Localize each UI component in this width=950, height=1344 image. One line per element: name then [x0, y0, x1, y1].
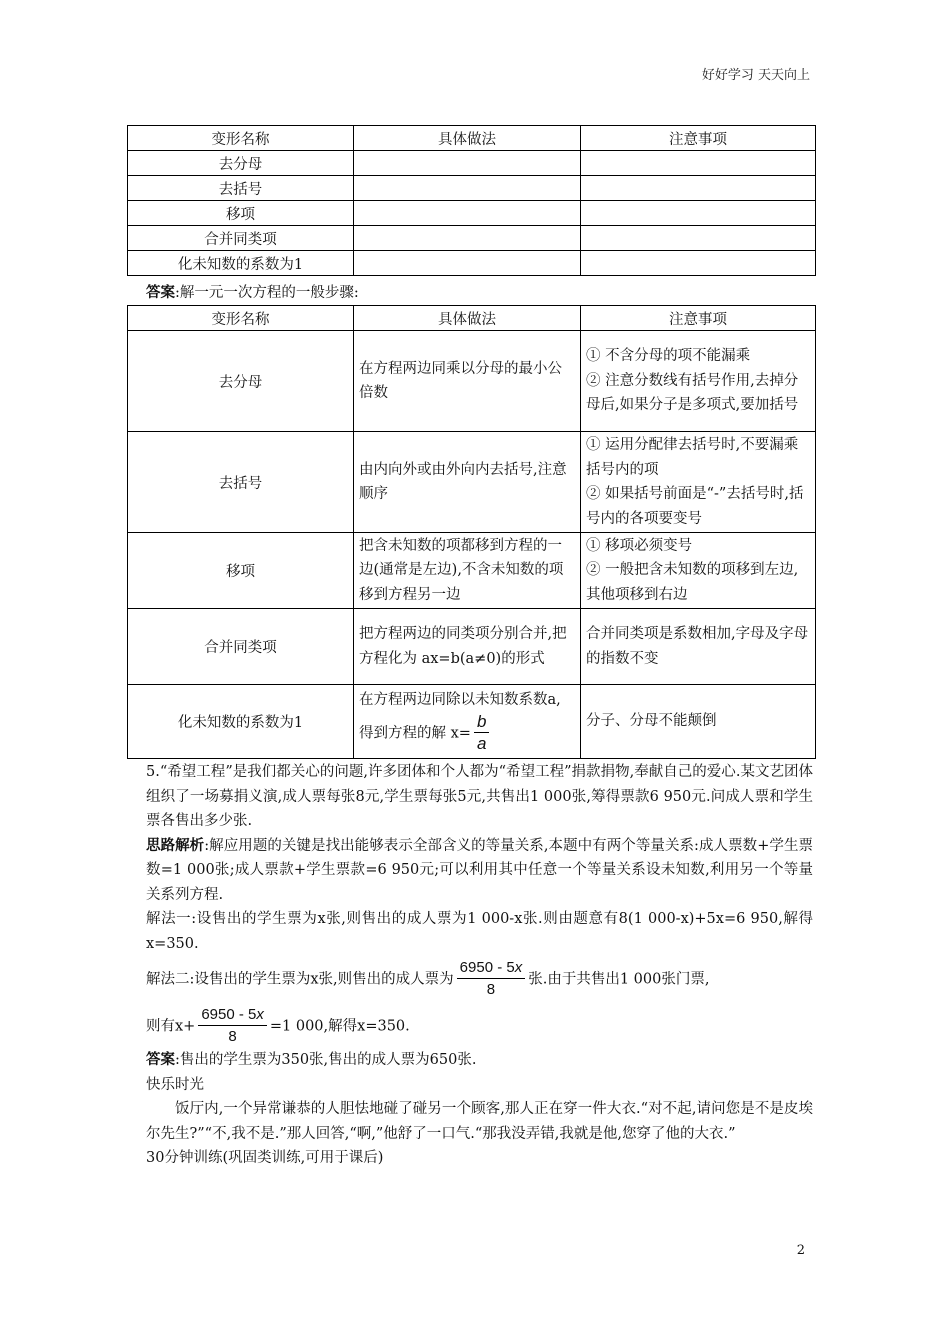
fraction-numerator [457, 958, 526, 979]
fraction-denominator: a [476, 734, 487, 754]
empty-cell [354, 251, 581, 276]
column-header: 变形名称 [128, 306, 354, 331]
table-row [128, 533, 816, 609]
analysis-text: :解应用题的关键是找出能够表示全部含义的等量关系,本题中有两个等量关系:成人票数+学生票数=1 000张;成人票款+学生票款=6 950元;可以利用其中任意一个等量关系设未知数,利用另一个等量关系列方程. [146, 837, 814, 903]
analysis-label: 思路解析 [146, 837, 205, 854]
step-name: 去括号 [128, 432, 354, 533]
empty-cell [581, 226, 816, 251]
solution-method-2-equation [146, 1005, 813, 1048]
step-name: 去分母 [128, 331, 354, 432]
fraction-b-over-a [474, 712, 489, 755]
happy-time-story: 饭厅内,一个异常谦恭的人胆怯地碰了碰另一个顾客,那人正在穿一件大衣.“对不起,请问您是不是皮埃尔先生?”“不,我不是.”那人回答,“啊,”他舒了一口气.“那我没弄错,我就是他,您穿了他的大衣.” [146, 1101, 813, 1142]
method2-text-b: 张.由于共售出1 000张门票, [528, 971, 710, 988]
problem-5 [146, 760, 813, 1171]
numerator-variable: x [256, 1006, 264, 1023]
step-name: 移项 [128, 533, 354, 609]
step-method: 把方程两边的同类项分别合并,把方程化为 ax=b(a≠0)的形式 [354, 609, 581, 685]
training-title: 30分钟训练(巩固类训练,可用于课后) [146, 1150, 384, 1166]
empty-cell [581, 251, 816, 276]
empty-cell [354, 176, 581, 201]
steps-table-filled [127, 305, 816, 759]
step-notes [581, 533, 816, 609]
step-notes [581, 685, 816, 759]
empty-cell [581, 176, 816, 201]
note-line: 合并同类项是系数相加,字母及字母的指数不变 [586, 626, 809, 667]
problem-answer [146, 1048, 813, 1073]
empty-cell [581, 201, 816, 226]
method2-text-a: 解法二:设售出的学生票为x张,则售出的成人票为 [146, 971, 454, 988]
problem-analysis [146, 834, 813, 908]
method2-text-c: 则有x+ [146, 1018, 196, 1035]
step-notes [581, 432, 816, 533]
table-row [128, 176, 816, 201]
step-name: 化未知数的系数为1 [128, 685, 354, 759]
note-line: ① 移项必须变号 [586, 537, 693, 554]
table-row [128, 251, 816, 276]
numerator-text: 6950 - 5 [201, 1006, 257, 1023]
column-header: 注意事项 [581, 306, 816, 331]
note-line: ② 一般把含未知数的项移到左边,其他项移到右边 [586, 562, 799, 603]
answer-label: 答案 [146, 285, 175, 301]
fraction-numerator [198, 1005, 267, 1026]
step-name: 移项 [128, 201, 354, 226]
numerator-text: 6950 - 5 [459, 959, 515, 976]
step-method: 在方程两边同乘以分母的最小公倍数 [354, 331, 581, 432]
step-name: 化未知数的系数为1 [128, 251, 354, 276]
step-method: 把含未知数的项都移到方程的一边(通常是左边),不含未知数的项移到方程另一边 [354, 533, 581, 609]
problem-question: 5.“希望工程”是我们都关心的问题,许多团体和个人都为“希望工程”捐款捐物,奉献自己的爱心.某文艺团体组织了一场募捐义演,成人票每张8元,学生票每张5元,共售出1 000张,筹得票款6 950元.问成人票和学生票各售出多少张. [146, 764, 813, 829]
note-line: ② 注意分数线有括号作用,去掉分母后,如果分子是多项式,要加括号 [586, 372, 799, 414]
answer-text: :售出的学生票为350张,售出的成人票为650张. [175, 1052, 477, 1068]
steps-table-empty [127, 125, 816, 276]
note-line: ② 如果括号前面是“-”去括号时,括号内的各项要变号 [586, 486, 804, 527]
note-line: 分子、分母不能颠倒 [586, 713, 717, 730]
empty-cell [354, 201, 581, 226]
empty-cell [354, 226, 581, 251]
step-notes [581, 331, 816, 432]
step-name: 合并同类项 [128, 226, 354, 251]
table-row [128, 331, 816, 432]
fraction-denominator: 8 [486, 981, 496, 998]
answer-intro [146, 281, 813, 306]
empty-cell [581, 151, 816, 176]
step-name: 合并同类项 [128, 609, 354, 685]
solution-method-1: 解法一:设售出的学生票为x张,则售出的成人票为1 000-x张.则由题意有8(1 000-x)+5x=6 950,解得x=350. [146, 911, 813, 952]
table-row [128, 432, 816, 533]
fraction-numerator: b [474, 712, 489, 733]
step-name: 去分母 [128, 151, 354, 176]
empty-cell [354, 151, 581, 176]
method-text: 在方程两边同除以未知数系数a,得到方程的解 x= [359, 691, 561, 742]
step-notes [581, 609, 816, 685]
column-header: 注意事项 [581, 126, 816, 151]
table-row [128, 201, 816, 226]
table-row [128, 226, 816, 251]
note-line: ① 不含分母的项不能漏乘 [586, 348, 751, 365]
answer-intro-text: :解一元一次方程的一般步骤: [175, 285, 359, 301]
page-number: 2 [796, 1243, 805, 1258]
table-row [128, 685, 816, 759]
table-row [128, 151, 816, 176]
happy-time-title: 快乐时光 [146, 1076, 204, 1093]
step-name: 去括号 [128, 176, 354, 201]
fraction-tickets [457, 958, 526, 1001]
table-row [128, 609, 816, 685]
column-header: 具体做法 [354, 306, 581, 331]
fraction-denominator: 8 [228, 1028, 237, 1045]
column-header: 具体做法 [354, 126, 581, 151]
fraction-tickets [198, 1005, 267, 1048]
page-header: 好好学习 天天向上 [701, 68, 810, 83]
solution-method-2 [146, 958, 813, 1001]
column-header: 变形名称 [128, 126, 354, 151]
step-method: 由内向外或由外向内去括号,注意顺序 [354, 432, 581, 533]
method2-text-d: =1 000,解得x=350. [269, 1018, 410, 1035]
numerator-variable: x [514, 959, 523, 976]
note-line: ① 运用分配律去括号时,不要漏乘括号内的项 [586, 437, 799, 478]
answer-label: 答案 [146, 1052, 175, 1068]
step-method [354, 685, 581, 759]
